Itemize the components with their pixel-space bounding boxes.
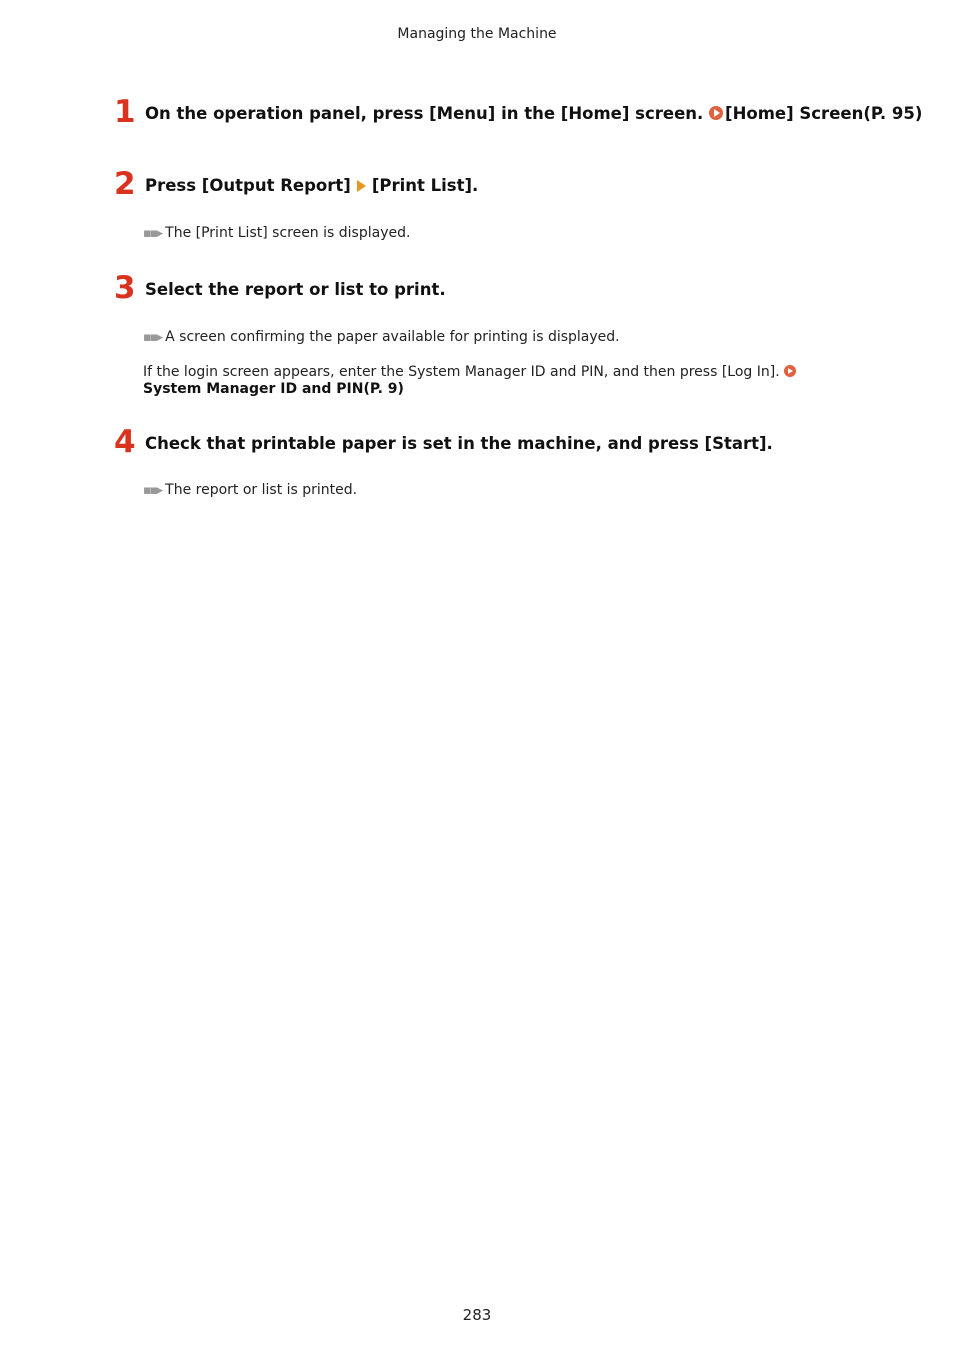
link-arrow-icon bbox=[709, 106, 723, 120]
result-arrow-icon: ▪▪▸ bbox=[143, 226, 162, 241]
result-text: The report or list is printed. bbox=[165, 482, 358, 498]
step-instruction: Press [Output Report] bbox=[145, 176, 351, 195]
step-text bbox=[145, 104, 922, 123]
step-instruction: On the operation panel, press [Menu] in the [Home] screen. bbox=[145, 104, 704, 123]
step-2-result bbox=[143, 225, 410, 241]
step-number: 2 bbox=[114, 166, 136, 202]
note-text: If the login screen appears, enter the System Manager ID and PIN, and then press [Log In]. bbox=[143, 364, 780, 380]
step-number: 3 bbox=[114, 270, 136, 306]
result-arrow-icon: ▪▪▸ bbox=[143, 483, 162, 498]
result-text: A screen confirming the paper available for printing is displayed. bbox=[165, 329, 620, 345]
home-screen-link[interactable]: [Home] Screen(P. 95) bbox=[725, 104, 923, 123]
step-number: 1 bbox=[114, 94, 136, 130]
page-header: Managing the Machine bbox=[397, 26, 557, 42]
menu-separator-icon bbox=[357, 180, 366, 192]
result-arrow-icon: ▪▪▸ bbox=[143, 330, 162, 345]
link-arrow-icon bbox=[784, 365, 796, 377]
step-text bbox=[145, 176, 478, 195]
system-manager-link[interactable]: System Manager ID and PIN(P. 9) bbox=[143, 381, 404, 397]
step-3-result bbox=[143, 329, 620, 345]
result-text: The [Print List] screen is displayed. bbox=[165, 225, 411, 241]
step-instruction-tail: [Print List]. bbox=[371, 176, 479, 195]
step-text: Select the report or list to print. bbox=[145, 280, 446, 299]
step-4-result bbox=[143, 482, 357, 498]
step-text: Check that printable paper is set in the machine, and press [Start]. bbox=[145, 434, 773, 453]
step-3-note bbox=[143, 364, 843, 398]
step-number: 4 bbox=[114, 424, 136, 460]
page-number: 283 bbox=[462, 1306, 492, 1324]
